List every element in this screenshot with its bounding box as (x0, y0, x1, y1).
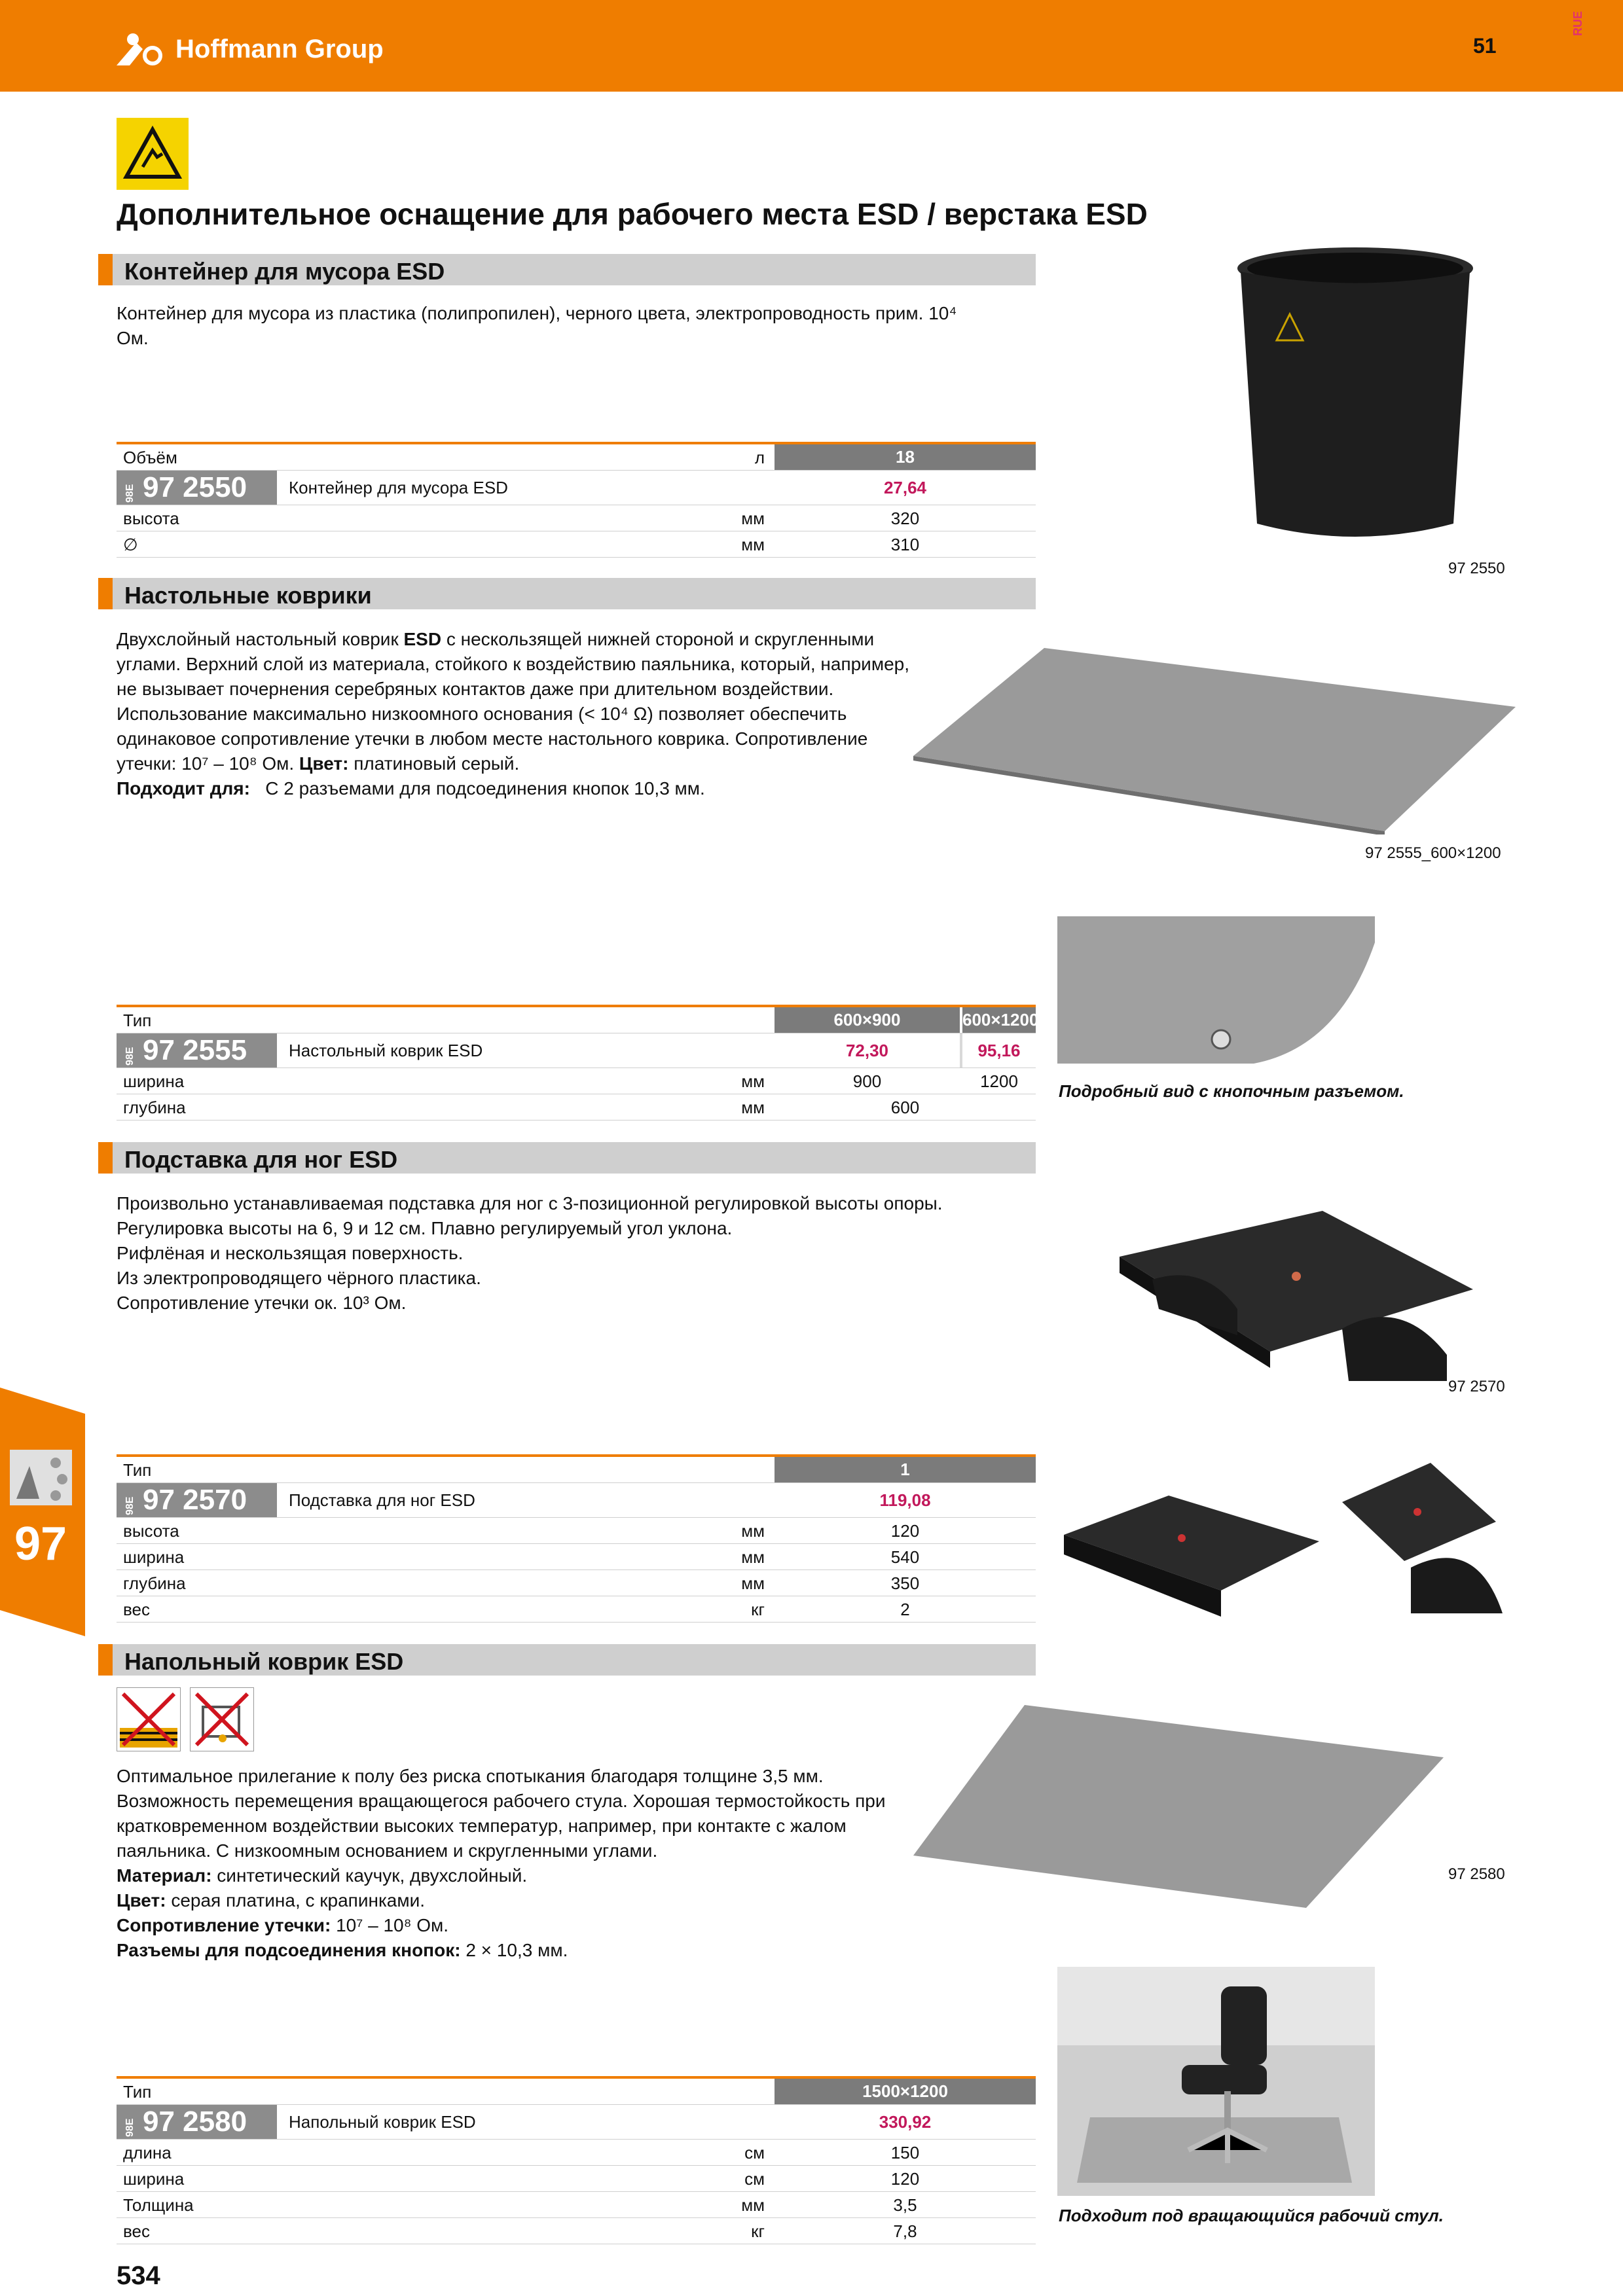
table-header-row: Тип 600×900 600×1200 (117, 1005, 1036, 1033)
desk-mat-table (117, 1005, 1039, 1121)
waste-bin-caption: 97 2550 (1448, 560, 1505, 577)
table-row: ширина см 120 (117, 2166, 1036, 2192)
table-header-row: Объём л 18 (117, 442, 1036, 471)
chapter-number: 97 (14, 1518, 67, 1570)
article-number: 97 2570 (143, 1484, 247, 1516)
floor-mat-table (117, 2076, 1036, 2244)
waste-bin-image (1231, 242, 1480, 543)
table-article-row: 98E 97 2580 Напольный коврик ESD 330,92 (117, 2105, 1036, 2140)
foot-rest-description: Произвольно устанавливаемая подставка для ног с 3-позиционной регулировкой высоты опоры. Регулировка высоты на 6, 9 и 12 см. Плавно регулируемый угол уклона. Рифлёная и нескользящая поверхность. Из электропроводящего чёрного пластика. Сопротивление утечки ок. 10³ Ом. (117, 1193, 943, 1313)
table-header-row: Тип 1500×1200 (117, 2076, 1036, 2105)
table-row: глубина мм 350 (117, 1570, 1036, 1596)
table-header-row: Тип 1 (117, 1454, 1036, 1483)
footer-page-number: 534 (117, 2261, 160, 2290)
floor-mat-description: Оптимальное прилегание к полу без риска спотыкания благодаря толщине 3,5 мм. Возможность перемещения вращающегося рабочего стула. Хорошая термостойкость при кратковременном воздействии высоких температур, например, при контакте с жалом паяльника. С низкоомным основанием и скругленными углами. Материал: синтетический каучук, двухслойный. Цвет: серая платина, с крапинками. Сопротивление утечки: 10⁷ – 10⁸ Ом. Разъемы для подсоединения кнопок: 2 × 10,3 мм. (117, 1766, 886, 1960)
section-heading-waste-bin: Контейнер для мусора ESD (98, 254, 1036, 285)
waste-bin-description: Контейнер для мусора из пластика (полипропилен), черного цвета, электропроводность прим. 10⁴ Ом. (117, 303, 957, 348)
foot-rest-table (117, 1454, 1036, 1623)
heat-resistant-icon (190, 1687, 254, 1751)
desk-mat-detail-note: Подробный вид с кнопочным разъемом. (1059, 1081, 1404, 1101)
article-number: 97 2555 (143, 1034, 247, 1066)
table-article-row: 98E 97 2570 Подставка для ног ESD 119,08 (117, 1483, 1036, 1518)
price: 27,64 (775, 471, 1036, 505)
section-heading-foot-rest: Подставка для ног ESD (98, 1142, 1036, 1174)
article-number: 97 2550 (143, 471, 247, 503)
office-chair-image (1057, 1967, 1375, 2196)
article-number: 97 2580 (143, 2106, 247, 2138)
page-title: Дополнительное оснащение для рабочего места ESD / верстака ESD (117, 197, 1148, 231)
table-row: вес кг 2 (117, 1596, 1036, 1623)
table-row: ∅ мм 310 (117, 531, 1036, 558)
section-heading-desk-mats: Настольные коврики (98, 578, 1036, 609)
desk-mat-detail-image (1057, 916, 1375, 1067)
price: 330,92 (775, 2105, 1036, 2139)
page-number: 51 (1473, 34, 1497, 58)
foot-rest-caption: 97 2570 (1448, 1378, 1505, 1395)
foot-rest-image (1074, 1211, 1493, 1401)
office-chair-note: Подходит под вращающийся рабочий стул. (1059, 2206, 1444, 2225)
table-row: ширина мм 540 (117, 1544, 1036, 1570)
price: 95,16 (962, 1033, 1036, 1067)
table-article-row: 98E 97 2550 Контейнер для мусора ESD 27,64 (117, 471, 1036, 505)
hoffmann-logo-icon (117, 29, 169, 69)
floor-mat-caption: 97 2580 (1448, 1865, 1505, 1883)
table-article-row: 98E 97 2555 Настольный коврик ESD 72,30 95,16 (117, 1033, 1036, 1068)
table-row: ширина мм 900 1200 (117, 1068, 1036, 1094)
desk-mat-caption: 97 2555_600×1200 (1365, 844, 1501, 862)
no-trip-icon (117, 1687, 181, 1751)
desk-mat-description: Двухслойный настольный коврик ESD с нескользящей нижней стороной и скругленными углами. Верхний слой из материала, стойкого к воздействию паяльника, который, например, не вызывает почернения серебряных контактов даже при длительном воздействии. Использование максимально низкоомного основания (< 10⁴ Ω) позволяет обеспечить одинаковое сопротивление утечки в любом месте настольного коврика. Сопротивление утечки: 10⁷ – 10⁸ Ом. Цвет: платиновый серый. Подходит для: С 2 разъемами для подсоединения кнопок 10,3 мм. (117, 629, 909, 798)
table-row: высота мм 320 (117, 505, 1036, 531)
brand-logo (117, 26, 384, 72)
chapter-side-tab (0, 1388, 85, 1636)
desk-mat-image (913, 645, 1516, 834)
table-row: высота мм 120 (117, 1518, 1036, 1544)
brand-name: Hoffmann Group (175, 34, 384, 63)
table-row: вес кг 7,8 (117, 2218, 1036, 2244)
language-tag: RUE (1571, 10, 1584, 36)
table-row: длина см 150 (117, 2140, 1036, 2166)
floor-mat-image (913, 1705, 1444, 1908)
foot-rest-low-image (1057, 1456, 1319, 1626)
table-row: Толщина мм 3,5 (117, 2192, 1036, 2218)
section-heading-floor-mat: Напольный коврик ESD (98, 1644, 1036, 1676)
waste-bin-table (117, 442, 1036, 558)
esd-warning-icon (117, 118, 189, 190)
foot-rest-high-image (1332, 1456, 1509, 1626)
price: 72,30 (775, 1033, 960, 1067)
price: 119,08 (775, 1483, 1036, 1517)
table-row: глубина мм 600 (117, 1094, 1036, 1121)
